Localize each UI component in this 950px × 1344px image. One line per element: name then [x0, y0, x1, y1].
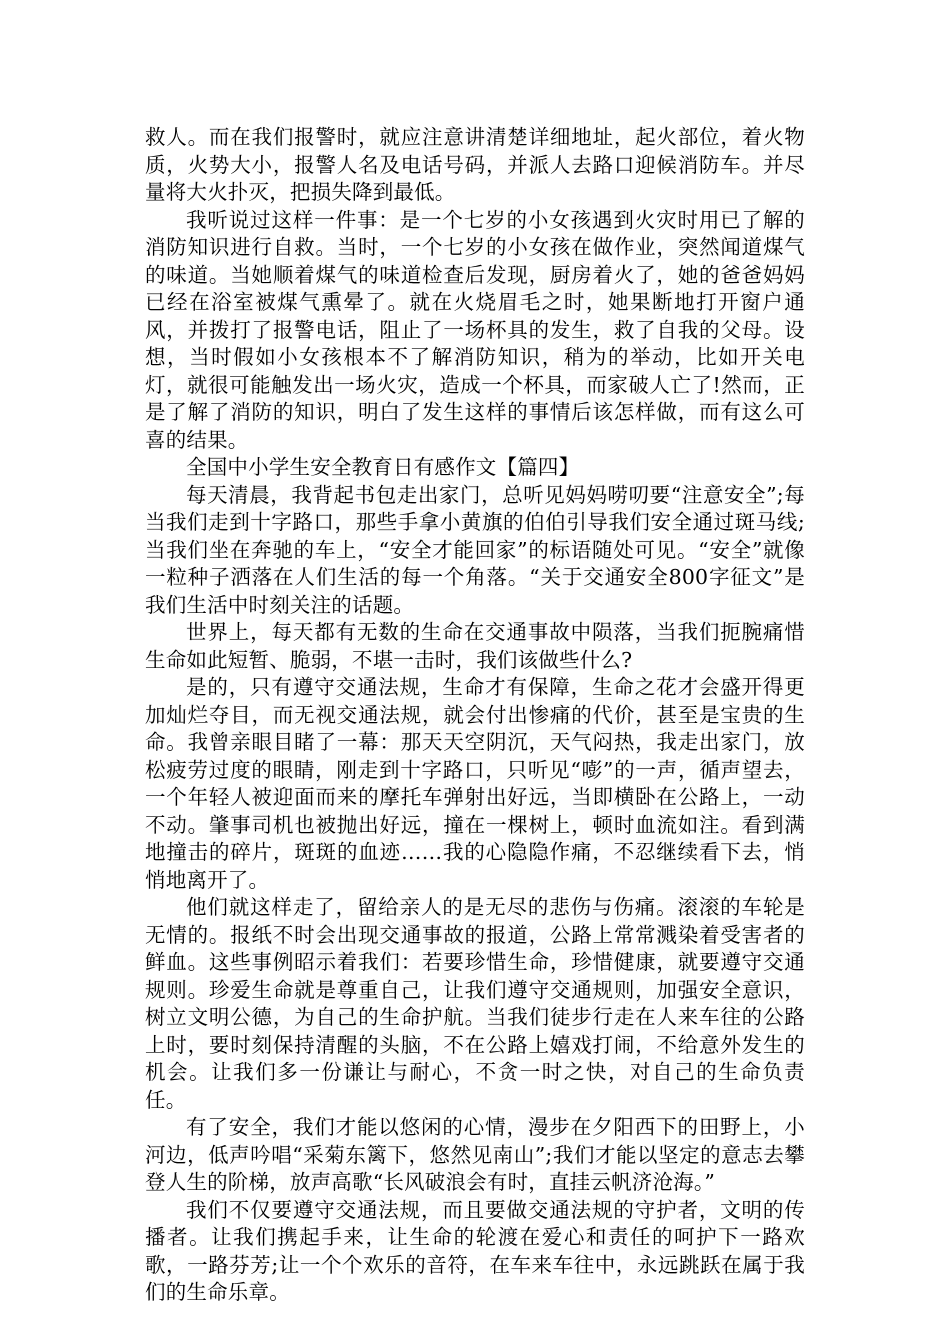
paragraph-morning: 每天清晨，我背起书包走出家门，总听见妈妈唠叨要“注意安全”;每当我们走到十字路口，那些手拿小黄旗的伯伯引导我们安全通过斑马线;当我们坐在奔驰的车上，“安全才能回家”的标语随处可见。“安全”就像一粒种子洒落在人们生活的每一个角落。“关于交通安全800字征文”是我们生活中时刻关注的话题。 — [145, 482, 805, 617]
paragraph-continuation: 救人。而在我们报警时，就应注意讲清楚详细地址，起火部位，着火物质，火势大小，报警人名及电话号码，并派人去路口迎候消防车。并尽量将大火扑灭，把损失降到最低。 — [145, 125, 805, 204]
paragraph-world: 世界上，每天都有无数的生命在交通事故中陨落，当我们扼腕痛惜生命如此短暂、脆弱，不堪一击时，我们该做些什么? — [145, 620, 805, 672]
document-body — [145, 124, 805, 1307]
paragraph-grief: 他们就这样走了，留给亲人的是无尽的悲伤与伤痛。滚滚的车轮是无情的。报纸不时会出现交通事故的报道，公路上常常溅染着受害者的鲜血。这些事例昭示着我们：若要珍惜生命，珍惜健康，就要遵守交通规则。珍爱生命就是尊重自己，让我们遵守交通规则，加强安全意识，树立文明公德，为自己的生命护航。当我们徒步行走在人来车往的公路上时，要时刻保持清醒的头脑，不在公路上嬉戏打闹，不给意外发生的机会。让我们多一份谦让与耐心，不贪一时之快，对自己的生命负责任。 — [145, 895, 805, 1112]
paragraph-conclusion: 我们不仅要遵守交通法规，而且要做交通法规的守护者，文明的传播者。让我们携起手来，让生命的轮渡在爱心和责任的呵护下一路欢歌，一路芬芳;让一个个欢乐的音符，在车来车往中，永远跳跃在属于我们的生命乐章。 — [145, 1197, 805, 1304]
paragraph-girl-story: 我听说过这样一件事：是一个七岁的小女孩遇到火灾时用已了解的消防知识进行自救。当时，一个七岁的小女孩在做作业，突然闻道煤气的味道。当她顺着煤气的味道检查后发现，厨房着火了，她的爸爸妈妈已经在浴室被煤气熏晕了。就在火烧眉毛之时，她果断地打开窗户通风，并拨打了报警电话，阻止了一场杯具的发生，救了自我的父母。设想，当时假如小女孩根本不了解消防知识，稍为的举动，比如开关电灯，就很可能触发出一场火灾，造成一个杯具，而家破人亡了!然而，正是了解了消防的知识，明白了发生这样的事情后该怎样做，而有这么可喜的结果。 — [145, 207, 805, 452]
paragraph-safety-leisure: 有了安全，我们才能以悠闲的心情，漫步在夕阳西下的田野上，小河边，低声吟唱“采菊东篱下，悠然见南山”;我们才能以坚定的意志去攀登人生的阶梯，放声高歌“长风破浪会有时，直挂云帆济沧海。” — [145, 1115, 805, 1194]
section-heading: 全国中小学生安全教育日有感作文【篇四】 — [186, 455, 580, 479]
paragraph-accident: 是的，只有遵守交通法规，生命才有保障，生命之花才会盛开得更加灿烂夺目，而无视交通法规，就会付出惨痛的代价，甚至是宝贵的生命。我曾亲眼目睹了一幕：那天天空阴沉，天气闷热，我走出家门，放松疲劳过度的眼睛，刚走到十字路口，只听见“嘭”的一声，循声望去，一个年轻人被迎面而来的摩托车弹射出好远，当即横卧在公路上，一动不动。肇事司机也被抛出好远，撞在一棵树上，顿时血流如注。看到满地撞击的碎片，斑斑的血迹……我的心隐隐作痛，不忍继续看下去，悄悄地离开了。 — [145, 675, 805, 892]
